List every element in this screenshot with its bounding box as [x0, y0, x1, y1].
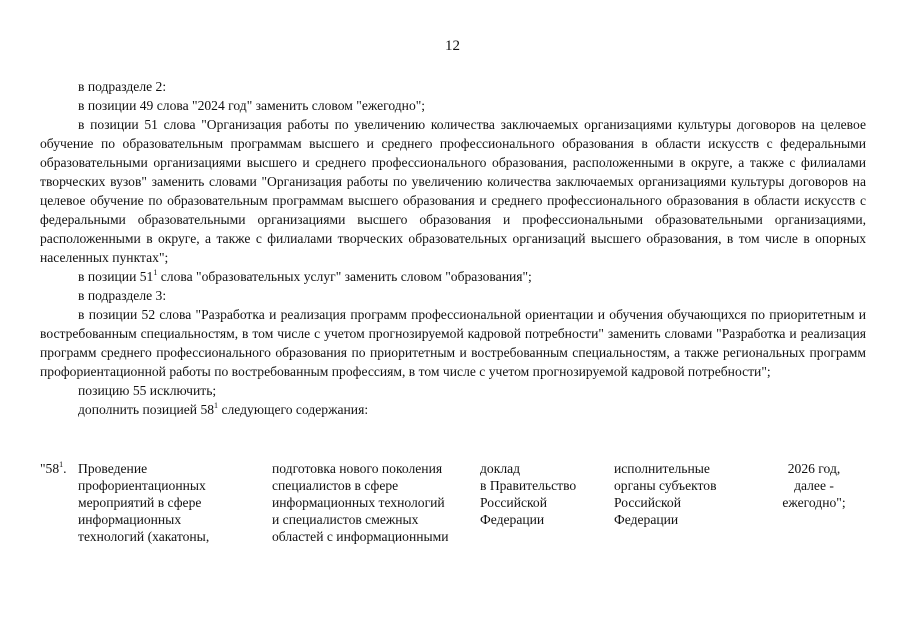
paragraph-subsection-2: в подразделе 2: — [78, 79, 167, 94]
cell-line: далее - — [794, 478, 834, 493]
cell-line: 2026 год, — [787, 461, 841, 476]
paragraph-position-49: в позиции 49 слова "2024 год" заменить словом "ежегодно"; — [78, 98, 426, 113]
cell-line: исполнительные — [614, 461, 710, 476]
text-prefix: дополнить позицией 58 — [78, 402, 215, 417]
cell-line: в Правительство — [480, 478, 577, 493]
column-result — [272, 460, 477, 545]
paragraph-position-52: в позиции 52 слова "Разработка и реализация программ профессиональной ориентации и обучения обучающихся по приоритетным и востребованным специальностям, в том числе с учетом прогнозируемой кадровой потребности" заменить словами "Разработка и реализация программ среднего профессионального образования по приоритетным и востребованным специальностям, а также региональных программ профориентационной работы по востребованным профессиям, в том числе с учетом прогнозируемой кадровой потребности"; — [40, 307, 866, 379]
text-suffix: слова "образовательных услуг" заменить словом "образования"; — [157, 269, 532, 284]
column-deadline — [762, 460, 866, 511]
cell-line: доклад — [480, 461, 521, 476]
row-number — [40, 460, 78, 477]
cell-line: профориентационных — [78, 478, 206, 493]
cell-line: ежегодно"; — [782, 495, 846, 510]
column-report — [480, 460, 610, 528]
column-event-name — [78, 460, 268, 545]
cell-line: областей с информационными — [272, 529, 449, 544]
cell-line: мероприятий в сфере — [78, 495, 202, 510]
cell-line: Федерации — [480, 512, 545, 527]
cell-line: информационных — [78, 512, 182, 527]
column-responsible — [614, 460, 759, 528]
cell-line: и специалистов смежных — [272, 512, 419, 527]
document-body — [40, 77, 866, 419]
text-prefix: в позиции 51 — [78, 269, 154, 284]
cell-line: специалистов в сфере — [272, 478, 399, 493]
superscript: 1 — [153, 268, 158, 277]
cell-line: Проведение — [78, 461, 148, 476]
paragraph-add-position-58-1 — [40, 400, 866, 419]
cell-line: Российской — [480, 495, 547, 510]
cell-line: Федерации — [614, 512, 679, 527]
cell-line: Российской — [614, 495, 681, 510]
row-number-sup: 1 — [59, 460, 64, 469]
cell-line: информационных технологий — [272, 495, 445, 510]
row-number-dot: . — [63, 461, 67, 476]
paragraph-position-55: позицию 55 исключить; — [78, 383, 217, 398]
paragraph-position-51-1 — [40, 267, 866, 286]
cell-line: подготовка нового поколения — [272, 461, 443, 476]
superscript: 1 — [214, 401, 219, 410]
cell-line: органы субъектов — [614, 478, 717, 493]
row-number-text: "58 — [40, 461, 60, 476]
text-suffix: следующего содержания: — [218, 402, 369, 417]
paragraph-subsection-3: в подразделе 3: — [78, 288, 167, 303]
cell-line: технологий (хакатоны, — [78, 529, 210, 544]
page-number: 12 — [445, 38, 460, 54]
paragraph-position-51: в позиции 51 слова "Организация работы по увеличению количества заключаемых организациями культуры договоров на целевое обучение по образовательным программам высшего и среднего профессионального образования в области искусств с федеральными образовательными организациями высшего и среднего профессионального образования, расположенными в округе, а также с филиалами творческих вузов" заменить словами "Организация работы по увеличению количества заключаемых организациями культуры договоров на целевое обучение по образовательным программам высшего образования и среднего профессионального образования в области искусств с федеральными образовательными организациями высшего образования и профессиональными образовательными организациями, расположенными в округе, а также с филиалами творческих образовательных организаций высшего образования, в том числе в опорных населенных пунктах"; — [40, 117, 866, 265]
